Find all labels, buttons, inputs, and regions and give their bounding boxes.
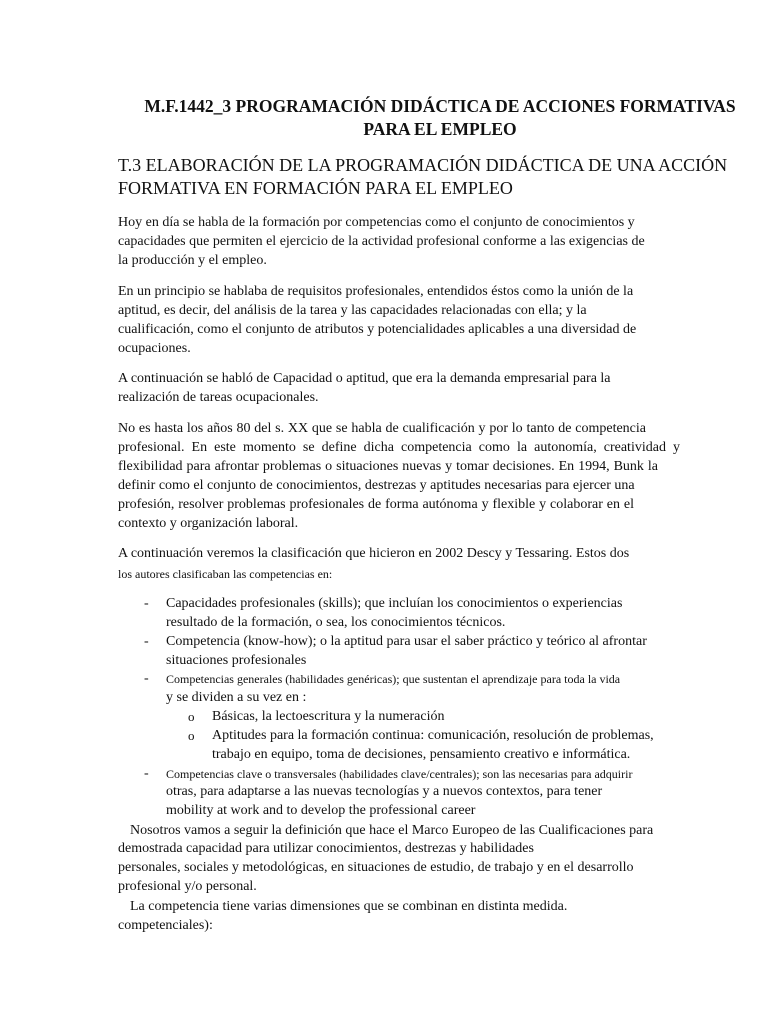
paragraph-5-line: A continuación veremos la clasificación que hicieron en 2002 Descy y Tessaring. Estos dos: [118, 546, 630, 561]
sublist-bullet: o: [188, 709, 195, 724]
paragraph-3-line: A continuación se habló de Capacidad o aptitud, que era la demanda empresarial para la: [118, 371, 611, 386]
heading-line-2: FORMATIVA EN FORMACIÓN PARA EL EMPLEO: [118, 178, 513, 198]
paragraph-2-line: aptitud, es decir, del análisis de la tarea y las capacidades relacionadas con ella; y la: [118, 303, 587, 318]
list-item-2-line: situaciones profesionales: [166, 653, 307, 668]
document-title: [100, 95, 768, 141]
paragraph-4-line: profesional. En este momento se define dicha competencia como la autonomía, creatividad y: [118, 440, 680, 455]
paragraph-2-line: cualificación, como el conjunto de atributos y potencialidades aplicables a una diversidad de: [118, 322, 637, 337]
list-bullet: -: [144, 634, 149, 649]
paragraph-2-line: En un principio se hablaba de requisitos profesionales, entendidos éstos como la unión de la: [118, 284, 634, 299]
sublist-bullet: o: [188, 728, 195, 743]
list-item-1-line: Capacidades profesionales (skills); que incluían los conocimientos o experiencias: [166, 596, 623, 611]
paragraph-1-line: la producción y el empleo.: [118, 253, 267, 268]
list-item-4-line: otras, para adaptarse a las nuevas tecnologías y a nuevos contextos, para tener: [166, 784, 603, 799]
paragraph-4-line: No es hasta los años 80 del s. XX que se habla de cualificación y por lo tanto de competencia: [118, 421, 646, 436]
sublist-item-2-line: trabajo en equipo, toma de decisiones, pensamiento creativo e informática.: [212, 747, 631, 762]
paragraph-4-line: contexto y organización laboral.: [118, 516, 299, 531]
paragraph-6-line: profesional y/o personal.: [118, 879, 257, 894]
paragraph-5-line: los autores clasificaban las competencias en:: [118, 567, 333, 581]
title-line-1: M.F.1442_3 PROGRAMACIÓN DIDÁCTICA DE ACCIONES FORMATIVAS: [144, 96, 736, 116]
section-heading: [118, 154, 738, 200]
sublist-item-2-line: Aptitudes para la formación continua: comunicación, resolución de problemas,: [212, 728, 654, 743]
paragraph-4-line: definir como el conjunto de conocimientos, destrezas y aptitudes necesarias para ejercer una: [118, 478, 635, 493]
list-bullet: -: [144, 671, 149, 686]
heading-line-1: T.3 ELABORACIÓN DE LA PROGRAMACIÓN DIDÁCTICA DE UNA ACCIÓN: [118, 155, 728, 175]
sublist-item-1: Básicas, la lectoescritura y la numeración: [212, 709, 445, 724]
list-bullet: -: [144, 596, 149, 611]
list-item-4-line: Competencias clave o transversales (habilidades clave/centrales); son las necesarias para adquirir: [166, 767, 633, 781]
paragraph-6-line: personales, sociales y metodológicas, en situaciones de estudio, de trabajo y en el desarrollo: [118, 860, 634, 875]
paragraph-4-line: profesión, resolver problemas profesionales de forma autónoma y flexible y colaborar en el: [118, 497, 634, 512]
paragraph-7-line: competenciales):: [118, 918, 213, 933]
paragraph-1-line: capacidades que permiten el ejercicio de la actividad profesional conforme a las exigencias de: [118, 234, 645, 249]
list-item-4-line: mobility at work and to develop the professional career: [166, 803, 476, 818]
list-item-3-line: Competencias generales (habilidades genéricas); que sustentan el aprendizaje para toda la vida: [166, 672, 621, 686]
paragraph-7-line: La competencia tiene varias dimensiones que se combinan en distinta medida.: [130, 899, 568, 914]
paragraph-6-line: demostrada capacidad para utilizar conocimientos, destrezas y habilidades: [118, 841, 534, 856]
title-line-2: PARA EL EMPLEO: [363, 119, 517, 139]
list-item-3-line: y se dividen a su vez en :: [166, 690, 307, 705]
paragraph-1-line: Hoy en día se habla de la formación por competencias como el conjunto de conocimientos y: [118, 215, 635, 230]
paragraph-2-line: ocupaciones.: [118, 341, 191, 356]
paragraph-4-line: flexibilidad para afrontar problemas o situaciones nuevas y tomar decisiones. En 1994, Bunk la: [118, 459, 658, 474]
list-bullet: -: [144, 766, 149, 781]
paragraph-6-line: Nosotros vamos a seguir la definición que hace el Marco Europeo de las Cualificaciones para: [130, 823, 654, 838]
list-item-1-line: resultado de la formación, o sea, los conocimientos técnicos.: [166, 615, 506, 630]
list-item-2-line: Competencia (know-how); o la aptitud para usar el saber práctico y teórico al afrontar: [166, 634, 647, 649]
paragraph-3-line: realización de tareas ocupacionales.: [118, 390, 319, 405]
